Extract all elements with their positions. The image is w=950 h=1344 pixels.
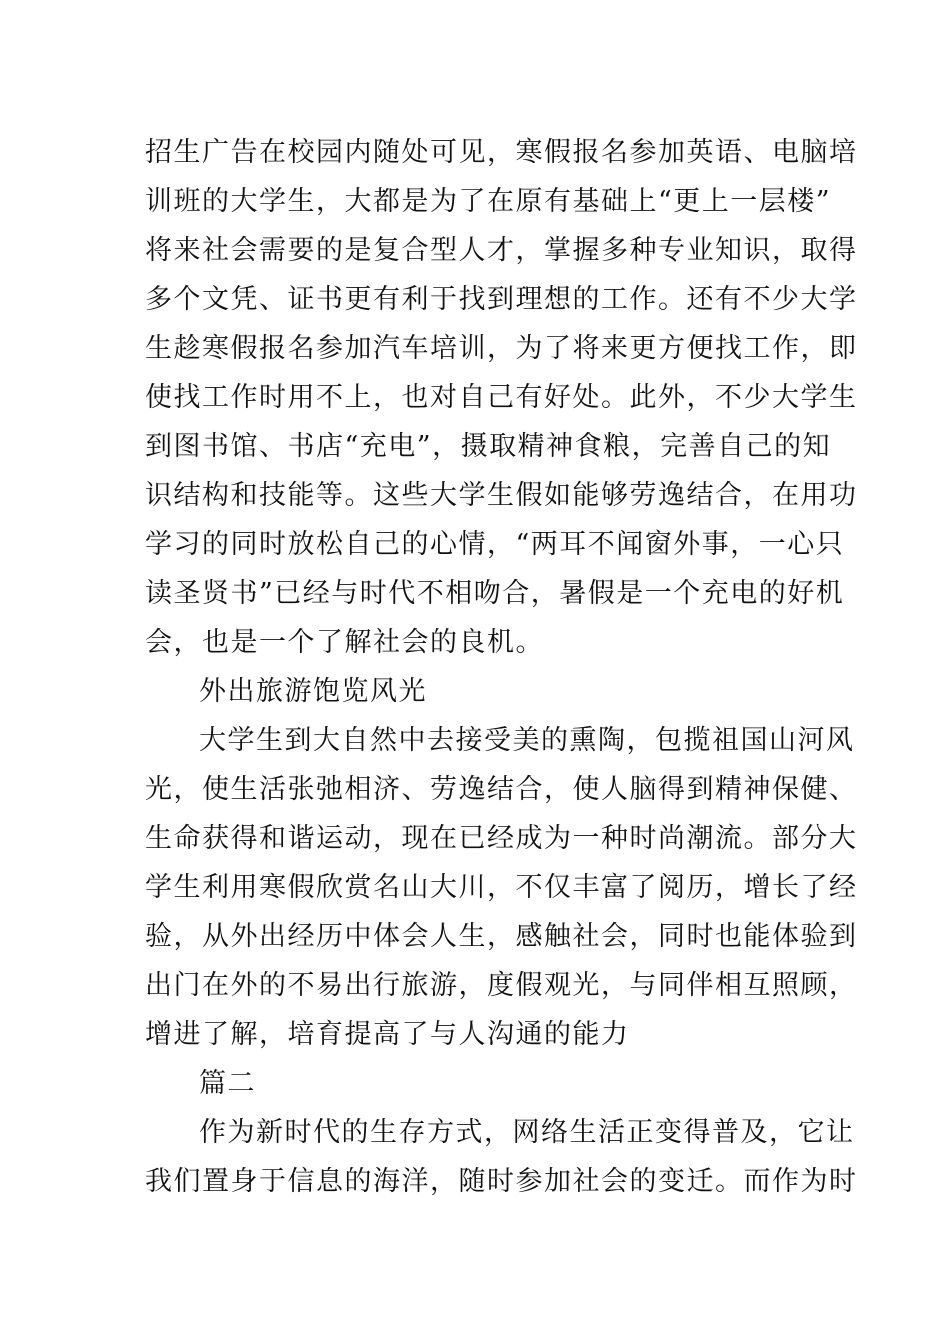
heading-travel bbox=[145, 667, 815, 716]
paragraph-study-training bbox=[145, 128, 858, 667]
text-line: 验，从外出经历中体会人生，感触社会，同时也能体验到 bbox=[145, 921, 858, 952]
paragraph-travel bbox=[145, 716, 858, 1059]
text-line: 生命获得和谐运动，现在已经成为一种时尚潮流。部分大 bbox=[145, 823, 858, 854]
text-line: 生趁寒假报名参加汽车培训，为了将来更方便找工作，即 bbox=[145, 333, 858, 364]
heading-part-two bbox=[145, 1059, 815, 1108]
text-line: 识结构和技能等。这些大学生假如能够劳逸结合，在用功 bbox=[145, 480, 858, 511]
text-line: 大学生到大自然中去接受美的熏陶，包揽祖国山河风 bbox=[199, 725, 855, 756]
text-line: 光，使生活张弛相济、劳逸结合，使人脑得到精神保健、 bbox=[145, 774, 858, 805]
text-line: 将来社会需要的是复合型人才，掌握多种专业知识，取得 bbox=[145, 235, 858, 266]
text-line: 作为新时代的生存方式，网络生活正变得普及，它让 bbox=[199, 1117, 855, 1148]
document-body bbox=[145, 128, 858, 1206]
paragraph-network-life bbox=[145, 1108, 858, 1206]
text-line: 招生广告在校园内随处可见，寒假报名参加英语、电脑培 bbox=[145, 137, 858, 168]
text-line: 学习的同时放松自己的心情，“两耳不闻窗外事，一心只 bbox=[145, 529, 845, 560]
text-line: 增进了解，培育提高了与人沟通的能力 bbox=[145, 1019, 630, 1050]
text-line: 篇二 bbox=[199, 1068, 256, 1099]
text-line: 读圣贤书”已经与时代不相吻合，暑假是一个充电的好机 bbox=[145, 578, 845, 609]
text-line: 使找工作时用不上，也对自己有好处。此外，不少大学生 bbox=[145, 382, 858, 413]
text-line: 学生利用寒假欣赏名山大川，不仅丰富了阅历，增长了经 bbox=[145, 872, 858, 903]
text-line: 训班的大学生，大都是为了在原有基础上“更上一层楼” bbox=[145, 186, 832, 217]
text-line: 到图书馆、书店“充电”，摄取精神食粮，完善自己的知 bbox=[145, 431, 832, 462]
text-line: 外出旅游饱览风光 bbox=[199, 676, 427, 707]
text-line: 出门在外的不易出行旅游，度假观光，与同伴相互照顾， bbox=[145, 970, 858, 1001]
text-line: 我们置身于信息的海洋，随时参加社会的变迁。而作为时 bbox=[145, 1166, 858, 1197]
text-line: 多个文凭、证书更有利于找到理想的工作。还有不少大学 bbox=[145, 284, 858, 315]
text-line: 会，也是一个了解社会的良机。 bbox=[145, 627, 544, 658]
